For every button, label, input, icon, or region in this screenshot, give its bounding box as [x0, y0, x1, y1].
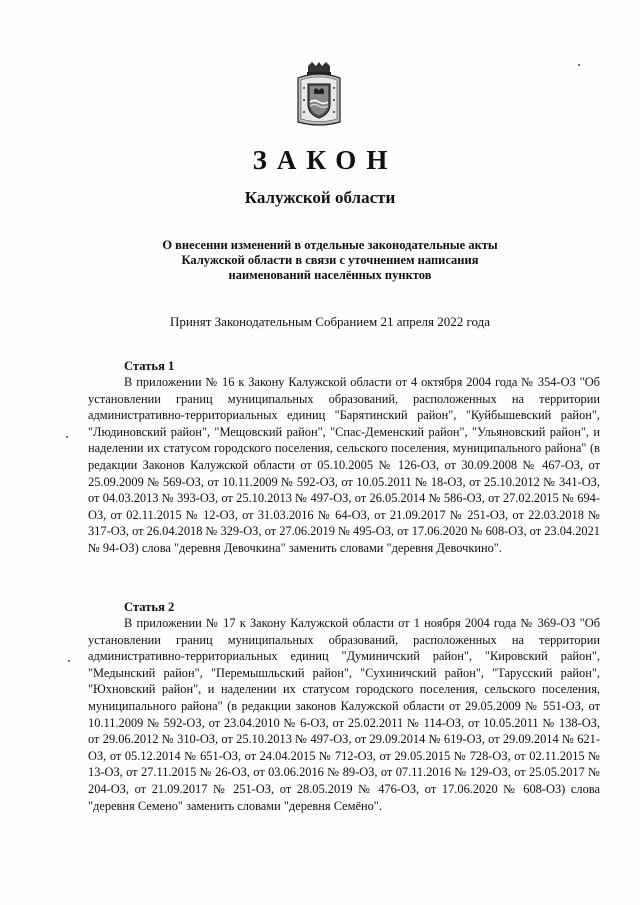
law-title: ЗАКОН [252, 145, 398, 175]
law-heading-line: Калужской области в связи с уточнением написания [181, 253, 479, 267]
coat-of-arms-icon [296, 62, 342, 126]
scan-speck [68, 660, 70, 662]
article-title: Статья 2 [124, 600, 175, 614]
scan-speck [66, 436, 68, 438]
law-heading-line: О внесении изменений в отдельные законодательные акты [162, 238, 498, 252]
article-2 [88, 599, 600, 814]
scan-speck [578, 64, 580, 66]
article-title: Статья 1 [124, 359, 175, 373]
adoption-statement: Принят Законодательным Собранием 21 апреля 2022 года [169, 314, 491, 329]
region-subtitle: Калужской области [244, 188, 396, 207]
law-heading [120, 238, 540, 283]
article-body: В приложении № 17 к Закону Калужской области от 1 ноября 2004 года № 369-ОЗ "Об установлении границ муниципальных образований, расположенных на территории административно-территориальных единиц "Думиничский район", "Кировский район", "Медынский район", "Перемышльский район", "Сухиничский район", "Тарусский район", "Юхновский район", и наделении их статусом городского поселения, сельского поселения, муниципального района" (в редакции законов Калужской области от 29.05.2009 № 551-ОЗ, от 10.11.2009 № 592-ОЗ, от 23.04.2010 № 6-ОЗ, от 25.02.2011 № 114-ОЗ, от 10.05.2011 № 138-ОЗ, от 29.06.2012 № 310-ОЗ, от 25.10.2013 № 497-ОЗ, от 29.09.2014 № 619-ОЗ, от 29.09.2014 № 621-ОЗ, от 05.12.2014 № 651-ОЗ, от 24.04.2015 № 712-ОЗ, от 29.05.2015 № 728-ОЗ, от 02.11.2015 № 13-ОЗ, от 27.11.2015 № 26-ОЗ, от 03.06.2016 № 89-ОЗ, от 07.11.2016 № 129-ОЗ, от 25.05.2017 № 204-ОЗ, от 21.09.2017 № 251-ОЗ, от 28.05.2019 № 476-ОЗ, от 17.06.2020 № 608-ОЗ) слова "деревня Семено" заменить словами "деревня Семёно". [88, 616, 600, 813]
law-heading-line: наименований населённых пунктов [228, 268, 432, 282]
article-1 [88, 358, 600, 557]
article-body: В приложении № 16 к Закону Калужской области от 4 октября 2004 года № 354-ОЗ "Об установлении границ муниципальных образований, расположенных на территории административно-территориальных единиц "Барятинский район", "Куйбышевский район", "Людиновский район", "Мещовский район", "Спас-Деменский район", "Ульяновский район", и наделении их статусом городского поселения, сельского поселения, муниципального района" (в редакции Законов Калужской области от 05.10.2005 № 126-ОЗ, от 30.09.2008 № 467-ОЗ, от 25.09.2009 № 569-ОЗ, от 10.11.2009 № 592-ОЗ, от 10.05.2011 № 18-ОЗ, от 25.10.2012 № 341-ОЗ, от 04.03.2013 № 393-ОЗ, от 25.10.2013 № 497-ОЗ, от 26.05.2014 № 586-ОЗ, от 27.02.2015 № 694-ОЗ, от 02.11.2015 № 12-ОЗ, от 31.03.2016 № 64-ОЗ, от 21.09.2017 № 251-ОЗ, от 22.03.2018 № 317-ОЗ, от 26.04.2018 № 329-ОЗ, от 27.06.2019 № 495-ОЗ, от 17.06.2020 № 608-ОЗ, от 23.04.2021 № 94-ОЗ) слова "деревня Девочкина" заменить словами "деревня Девочкино". [88, 375, 600, 555]
